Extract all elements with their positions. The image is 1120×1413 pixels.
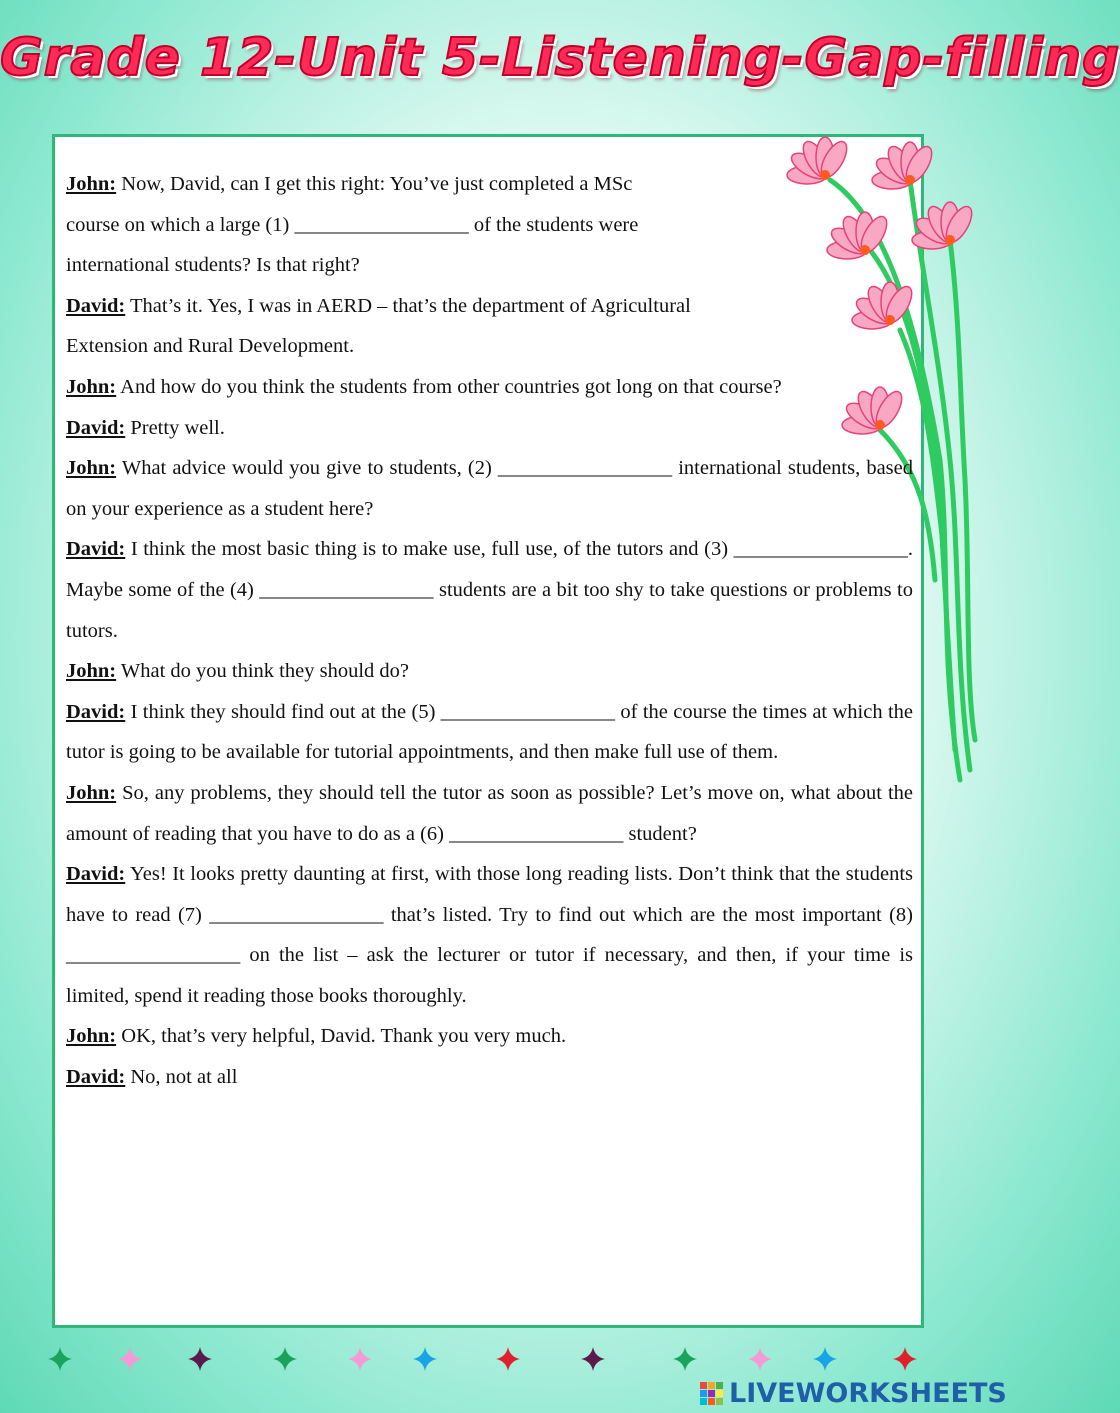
dialogue-text-segment: I think the most basic thing is to make use, full use, of the tutors and (3) [125,538,734,561]
star-icon [188,1347,212,1371]
speaker-name: John: [66,660,117,683]
gap-blank[interactable]: _________________ [440,700,616,723]
speaker-name: David: [66,863,126,886]
dialogue-text-segment: of the students were [468,213,639,236]
star-icon [748,1347,772,1371]
liveworksheets-logo [700,1378,1007,1408]
dialogue-text-segment: international students? Is that right? [66,254,360,277]
dialogue-text-segment: So, any problems, they should tell the tutor as soon as possible? Let’s move on, what about the amount of reading that you have to do as a (6) [66,781,913,845]
page-title: Grade 12-Unit 5-Listening-Gap-filling [0,28,1120,88]
dialogue-line [66,205,913,246]
speaker-name: David: [66,700,126,723]
dialogue-text-segment: OK, that’s very helpful, David. Thank you very much. [116,1025,567,1048]
dialogue-text-segment: course on which a large (1) [66,213,295,236]
dialogue-text-segment: . Maybe some of the (4) [66,538,913,601]
liveworksheets-logo-text: LIVEWORKSHEETS [729,1377,1007,1409]
star-icon [893,1347,917,1371]
gap-blank[interactable]: _________________ [497,457,673,480]
dialogue-text-segment: No, not at all [125,1066,238,1089]
dialogue-line [66,651,913,692]
speaker-name: David: [66,416,126,439]
logo-mark-square [708,1398,715,1405]
star-icon [273,1347,297,1371]
dialogue-line [66,286,913,327]
gap-blank[interactable]: _________________ [449,822,624,845]
dialogue-line [66,448,913,529]
dialogue-text-segment: What do you think they should do? [116,660,409,683]
speaker-name: David: [66,294,126,317]
speaker-name: John: [66,1025,117,1048]
dialogue-line [66,164,913,205]
dialogue-text-segment: Now, David, can I get this right: You’ve just completed a MSc [116,173,633,195]
dialogue-line [66,326,913,367]
logo-mark-square [708,1390,715,1397]
logo-mark-square [716,1398,723,1405]
speaker-name: David: [66,538,126,561]
gap-blank[interactable]: _________________ [66,944,241,967]
logo-mark-square [700,1398,707,1405]
dialogue-line [66,773,913,854]
gap-blank[interactable]: _________________ [209,903,384,926]
dialogue-text-segment: Extension and Rural Development. [66,335,355,358]
star-border-decoration [40,1344,940,1374]
dialogue-text [66,164,913,1098]
star-icon [413,1347,437,1371]
dialogue-line [66,1057,913,1098]
dialogue-text-segment: What advice would you give to students, (2) [116,457,498,480]
dialogue-text-segment: international students, based on your experience as a student here? [66,457,913,520]
speaker-name: David: [66,1066,126,1089]
dialogue-text-segment: I think they should find out at the (5) [125,700,441,723]
dialogue-text-segment: on the list – ask the lecturer or tutor if necessary, and then, if your time is limited, spend it reading those books thoroughly. [66,944,913,1007]
logo-mark-square [716,1382,723,1389]
dialogue-text-segment: of the course the times at which the tutor is going to be available for tutorial appointments, and then make full use of them. [66,700,913,764]
star-icon [496,1347,520,1371]
logo-mark-square [708,1382,715,1389]
dialogue-text-segment: student? [623,822,697,845]
dialogue-line [66,245,913,286]
star-icon [48,1347,72,1371]
logo-mark-square [700,1382,707,1389]
dialogue-line [66,854,913,1016]
gap-blank[interactable]: _________________ [294,213,469,236]
star-icon [581,1347,605,1371]
logo-mark-square [716,1390,723,1397]
dialogue-text-segment: And how do you think the students from other countries got long on that course? [116,375,782,398]
speaker-name: John: [66,781,117,804]
dialogue-line [66,529,913,651]
star-icon [673,1347,697,1371]
gap-blank[interactable]: _________________ [259,578,434,601]
star-icon [813,1347,837,1371]
dialogue-text-segment: Yes! It looks pretty daunting at first, with those long reading lists. Don’t think that the students have to read (7) [66,863,913,926]
dialogue-text-segment: That’s it. Yes, I was in AERD – that’s the department of Agricultural [125,294,691,317]
dialogue-line [66,1016,913,1057]
dialogue-line [66,367,913,408]
dialogue-line [66,692,913,773]
gap-blank[interactable]: _________________ [733,538,908,561]
dialogue-text-segment: students are a bit too shy to take questions or problems to tutors. [66,578,913,642]
star-icon [348,1347,372,1371]
speaker-name: John: [66,173,117,195]
dialogue-text-segment: that’s listed. Try to find out which are the most important (8) [383,903,913,926]
dialogue-text-segment: Pretty well. [125,416,225,439]
speaker-name: John: [66,457,117,480]
liveworksheets-logo-mark [700,1382,723,1405]
dialogue-line [66,408,913,449]
star-icon [118,1347,142,1371]
logo-mark-square [700,1390,707,1397]
speaker-name: John: [66,375,117,398]
